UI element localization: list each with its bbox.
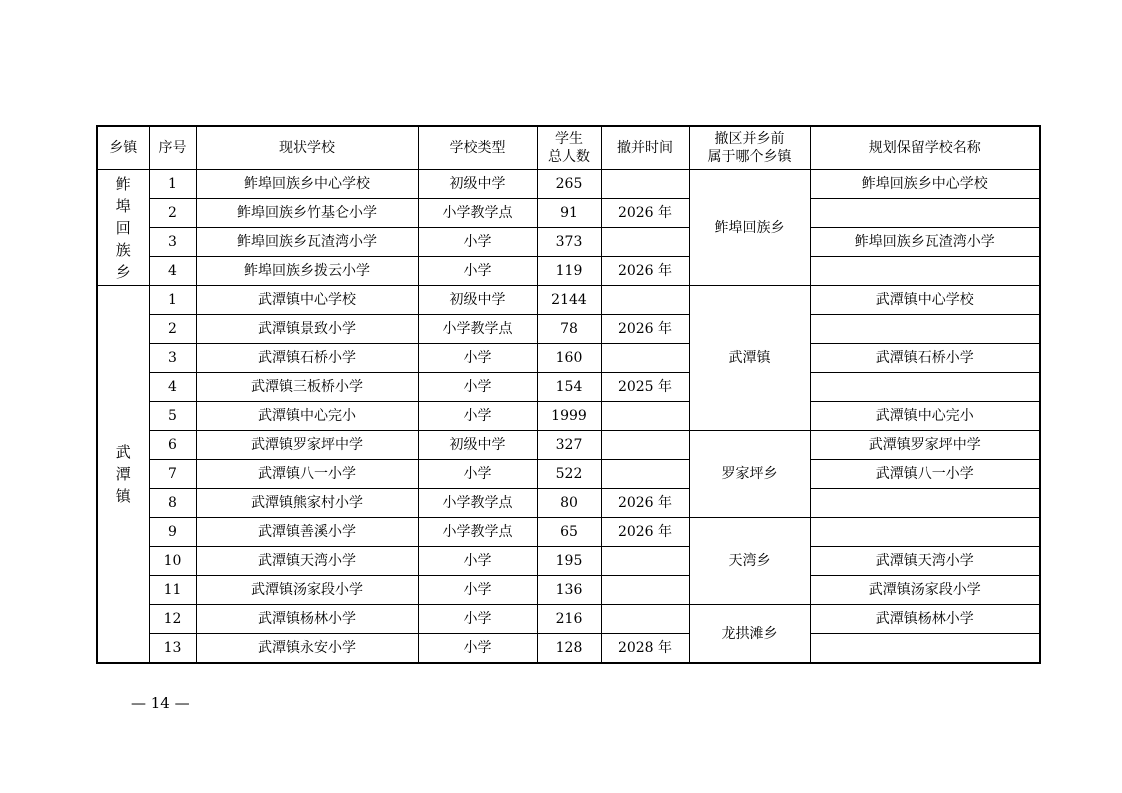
retained-cell: 武潭镇中心学校	[810, 286, 1040, 315]
header-former-township	[689, 126, 810, 170]
table-header-row	[97, 126, 1040, 170]
header-former-line1: 撤区并乡前	[714, 131, 785, 147]
school-plan-table	[96, 125, 1041, 664]
school-cell: 武潭镇熊家村小学	[196, 489, 418, 518]
students-cell: 65	[537, 518, 601, 547]
merge-cell	[601, 605, 689, 634]
type-cell: 小学教学点	[418, 199, 537, 228]
former-township-cell: 武潭镇	[689, 286, 810, 431]
retained-cell	[810, 518, 1040, 547]
school-cell: 武潭镇中心学校	[196, 286, 418, 315]
students-cell: 2144	[537, 286, 601, 315]
type-cell: 小学	[418, 460, 537, 489]
retained-cell: 鲊埠回族乡瓦渣湾小学	[810, 228, 1040, 257]
header-students	[537, 126, 601, 170]
students-cell: 265	[537, 170, 601, 199]
school-cell: 武潭镇天湾小学	[196, 547, 418, 576]
header-type: 学校类型	[418, 126, 537, 170]
seq-cell: 3	[149, 344, 196, 373]
retained-cell	[810, 489, 1040, 518]
students-cell: 373	[537, 228, 601, 257]
header-former-line2: 属于哪个乡镇	[707, 149, 792, 165]
school-cell: 武潭镇杨林小学	[196, 605, 418, 634]
table-row	[97, 431, 1040, 460]
type-cell: 小学	[418, 634, 537, 664]
seq-cell: 10	[149, 547, 196, 576]
type-cell: 小学	[418, 547, 537, 576]
retained-cell	[810, 373, 1040, 402]
merge-cell	[601, 286, 689, 315]
township-char: 镇	[115, 487, 131, 505]
seq-cell: 1	[149, 286, 196, 315]
students-cell: 119	[537, 257, 601, 286]
type-cell: 小学	[418, 228, 537, 257]
merge-cell	[601, 547, 689, 576]
retained-cell: 武潭镇中心完小	[810, 402, 1040, 431]
township-char: 族	[115, 240, 131, 259]
header-seq: 序号	[149, 126, 196, 170]
school-cell: 鲊埠回族乡竹基仑小学	[196, 199, 418, 228]
seq-cell: 4	[149, 257, 196, 286]
students-cell: 136	[537, 576, 601, 605]
former-township-cell: 龙拱滩乡	[689, 605, 810, 664]
seq-cell: 11	[149, 576, 196, 605]
table-row	[97, 199, 1040, 228]
township-char: 武	[115, 443, 131, 461]
seq-cell: 9	[149, 518, 196, 547]
table-row	[97, 518, 1040, 547]
school-cell: 鲊埠回族乡拨云小学	[196, 257, 418, 286]
merge-cell	[601, 344, 689, 373]
school-cell: 武潭镇中心完小	[196, 402, 418, 431]
students-cell: 327	[537, 431, 601, 460]
seq-cell: 6	[149, 431, 196, 460]
township-char: 埠	[115, 196, 131, 215]
seq-cell: 13	[149, 634, 196, 664]
type-cell: 小学	[418, 605, 537, 634]
table-row	[97, 170, 1040, 199]
school-cell: 武潭镇罗家坪中学	[196, 431, 418, 460]
type-cell: 初级中学	[418, 431, 537, 460]
merge-cell	[601, 228, 689, 257]
school-cell: 武潭镇石桥小学	[196, 344, 418, 373]
table-row	[97, 547, 1040, 576]
table-row	[97, 315, 1040, 344]
merge-cell	[601, 576, 689, 605]
students-cell: 216	[537, 605, 601, 634]
table-row	[97, 605, 1040, 634]
township-char: 潭	[115, 465, 131, 483]
retained-cell: 武潭镇八一小学	[810, 460, 1040, 489]
merge-cell: 2026 年	[601, 315, 689, 344]
type-cell: 小学	[418, 344, 537, 373]
retained-cell: 武潭镇汤家段小学	[810, 576, 1040, 605]
merge-cell: 2026 年	[601, 489, 689, 518]
seq-cell: 7	[149, 460, 196, 489]
table-row	[97, 373, 1040, 402]
students-cell: 128	[537, 634, 601, 664]
type-cell: 初级中学	[418, 170, 537, 199]
table-row	[97, 228, 1040, 257]
retained-cell	[810, 257, 1040, 286]
header-township: 乡镇	[97, 126, 149, 170]
merge-cell	[601, 460, 689, 489]
type-cell: 小学	[418, 257, 537, 286]
township-cell-wutan	[97, 286, 149, 664]
merge-cell	[601, 431, 689, 460]
retained-cell: 鲊埠回族乡中心学校	[810, 170, 1040, 199]
merge-cell: 2026 年	[601, 518, 689, 547]
table-row	[97, 402, 1040, 431]
seq-cell: 3	[149, 228, 196, 257]
seq-cell: 12	[149, 605, 196, 634]
township-char: 回	[115, 218, 131, 237]
former-township-cell: 天湾乡	[689, 518, 810, 605]
page-number: — 14 —	[131, 694, 190, 712]
school-cell: 鲊埠回族乡中心学校	[196, 170, 418, 199]
header-retained: 规划保留学校名称	[810, 126, 1040, 170]
merge-cell	[601, 402, 689, 431]
seq-cell: 2	[149, 315, 196, 344]
retained-cell	[810, 315, 1040, 344]
merge-cell: 2025 年	[601, 373, 689, 402]
students-cell: 1999	[537, 402, 601, 431]
header-students-line2: 总人数	[548, 149, 590, 165]
township-char: 乡	[115, 262, 131, 281]
retained-cell	[810, 634, 1040, 664]
school-cell: 武潭镇永安小学	[196, 634, 418, 664]
school-cell: 鲊埠回族乡瓦渣湾小学	[196, 228, 418, 257]
table-row	[97, 344, 1040, 373]
township-char: 鲊	[115, 174, 131, 193]
merge-cell	[601, 170, 689, 199]
type-cell: 小学教学点	[418, 489, 537, 518]
retained-cell: 武潭镇天湾小学	[810, 547, 1040, 576]
school-cell: 武潭镇汤家段小学	[196, 576, 418, 605]
type-cell: 小学教学点	[418, 315, 537, 344]
seq-cell: 2	[149, 199, 196, 228]
merge-cell: 2028 年	[601, 634, 689, 664]
header-merge-time: 撤并时间	[601, 126, 689, 170]
table-row	[97, 257, 1040, 286]
seq-cell: 5	[149, 402, 196, 431]
header-school: 现状学校	[196, 126, 418, 170]
students-cell: 160	[537, 344, 601, 373]
table-row	[97, 634, 1040, 664]
table-row	[97, 460, 1040, 489]
students-cell: 195	[537, 547, 601, 576]
school-cell: 武潭镇善溪小学	[196, 518, 418, 547]
retained-cell	[810, 199, 1040, 228]
students-cell: 78	[537, 315, 601, 344]
retained-cell: 武潭镇石桥小学	[810, 344, 1040, 373]
type-cell: 初级中学	[418, 286, 537, 315]
seq-cell: 4	[149, 373, 196, 402]
school-cell: 武潭镇景致小学	[196, 315, 418, 344]
merge-cell: 2026 年	[601, 199, 689, 228]
table-row	[97, 576, 1040, 605]
table-row	[97, 489, 1040, 518]
seq-cell: 8	[149, 489, 196, 518]
students-cell: 80	[537, 489, 601, 518]
students-cell: 154	[537, 373, 601, 402]
retained-cell: 武潭镇杨林小学	[810, 605, 1040, 634]
type-cell: 小学	[418, 576, 537, 605]
township-cell-zhabu	[97, 170, 149, 286]
type-cell: 小学教学点	[418, 518, 537, 547]
former-township-cell: 罗家坪乡	[689, 431, 810, 518]
students-cell: 91	[537, 199, 601, 228]
retained-cell: 武潭镇罗家坪中学	[810, 431, 1040, 460]
students-cell: 522	[537, 460, 601, 489]
school-cell: 武潭镇三板桥小学	[196, 373, 418, 402]
table-row	[97, 286, 1040, 315]
seq-cell: 1	[149, 170, 196, 199]
type-cell: 小学	[418, 373, 537, 402]
former-township-cell: 鲊埠回族乡	[689, 170, 810, 286]
header-students-line1: 学生	[555, 131, 583, 147]
merge-cell: 2026 年	[601, 257, 689, 286]
school-cell: 武潭镇八一小学	[196, 460, 418, 489]
type-cell: 小学	[418, 402, 537, 431]
